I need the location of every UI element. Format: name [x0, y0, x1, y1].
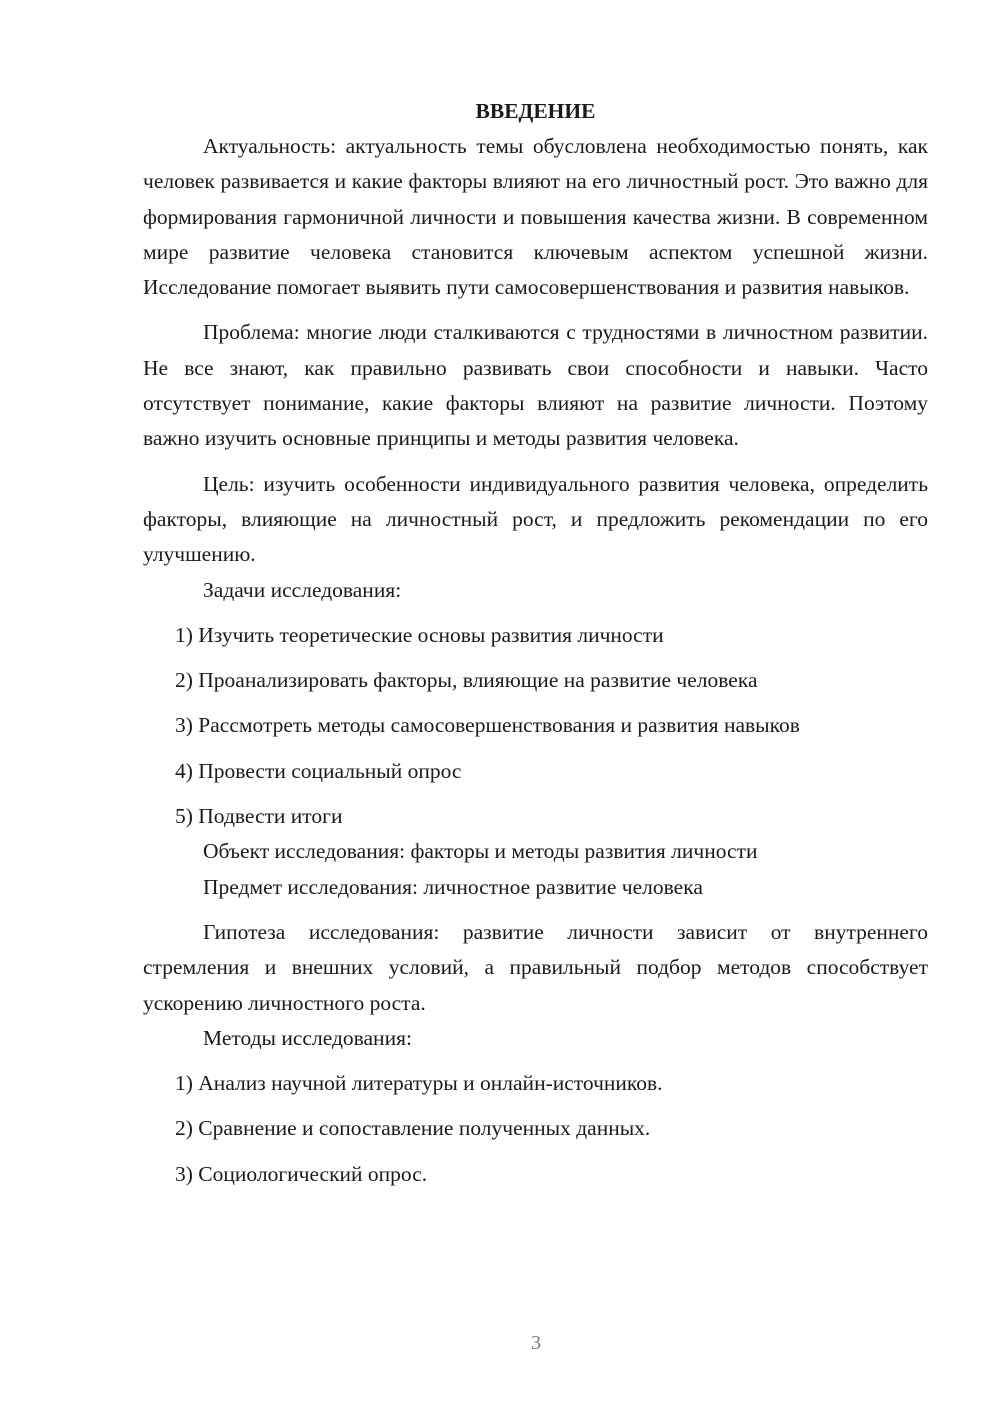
list-item: 5) Подвести итоги	[175, 804, 343, 829]
list-item: 3) Социологический опрос.	[175, 1161, 428, 1186]
tasks-heading: Задачи исследования:	[203, 577, 402, 602]
goal-paragraph: Цель: изучить особенности индивидуального развития человека, определить факторы, влияющие на личностный рост, и предложить рекомендации по его улучшению.	[143, 471, 928, 567]
list-item: 2) Сравнение и сопоставление полученных данных.	[175, 1116, 651, 1141]
object-paragraph: Объект исследования: факторы и методы развития личности	[203, 839, 758, 864]
relevance-paragraph: Актуальность: актуальность темы обусловлена необходимостью понять, как человек развивается и какие факторы влияют на его личностный рост. Это важно для формирования гармоничной личности и повышения качества жизни. В современном мире развитие человека становится ключевым аспектом успешной жизни. Исследование помогает выявить пути самосовершенствования и развития навыков.	[143, 134, 928, 300]
list-item: 4) Провести социальный опрос	[175, 758, 462, 783]
methods-list	[143, 1066, 928, 1192]
subject-paragraph: Предмет исследования: личностное развитие человека	[203, 874, 703, 899]
list-item: 3) Рассмотреть методы самосовершенствования и развития навыков	[175, 713, 800, 738]
methods-heading: Методы исследования:	[203, 1025, 412, 1050]
hypothesis-paragraph: Гипотеза исследования: развитие личности зависит от внутреннего стремления и внешних условий, а правильный подбор методов способствует ускорению личностного роста.	[143, 919, 928, 1015]
list-item: 2) Проанализировать факторы, влияющие на развитие человека	[175, 668, 758, 693]
page-number: 3	[531, 1332, 541, 1354]
tasks-list	[143, 618, 928, 834]
page-content	[143, 94, 928, 1192]
list-item: 1) Анализ научной литературы и онлайн-источников.	[175, 1071, 663, 1096]
problem-paragraph: Проблема: многие люди сталкиваются с трудностями в личностном развитии. Не все знают, как правильно развивать свои способности и навыки. Часто отсутствует понимание, какие факторы влияют на развитие личности. Поэтому важно изучить основные принципы и методы развития человека.	[143, 320, 928, 451]
page-title: ВВЕДЕНИЕ	[475, 99, 596, 123]
list-item: 1) Изучить теоретические основы развития личности	[175, 622, 664, 647]
